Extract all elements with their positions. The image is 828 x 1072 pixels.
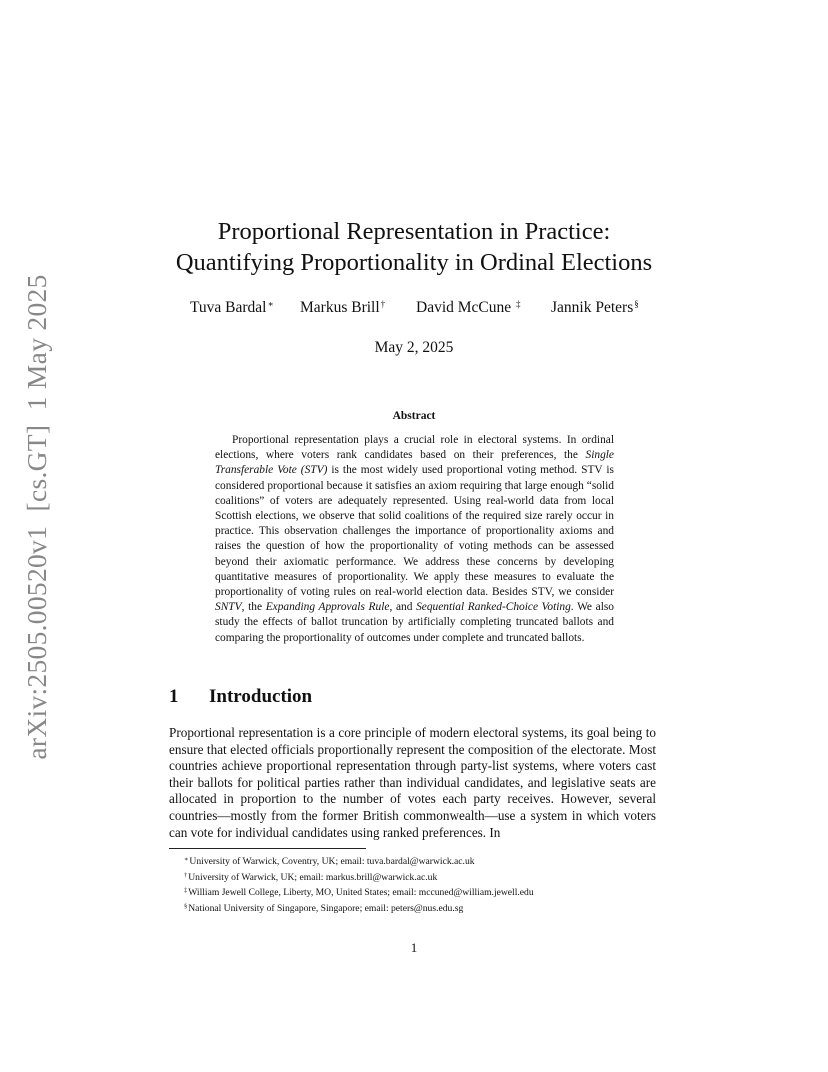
author-list (190, 299, 650, 323)
section-title: Introduction (209, 686, 313, 707)
footnotes (184, 853, 654, 915)
author-1 (190, 299, 274, 317)
abstract-text-segment: Proportional representation plays a crucial role in electoral systems. In ordinal elections, where voters rank candidates based on their preferences, the (215, 434, 614, 462)
abstract-emphasis: Single Transferable Vote (STV) (215, 449, 614, 477)
author-footnote-mark: § (634, 299, 639, 309)
section-number: 1 (169, 686, 179, 707)
author-footnote-mark: ‡ (516, 299, 521, 309)
footnote (184, 884, 654, 900)
footnote-mark: § (184, 902, 188, 910)
footnote-text: William Jewell College, Liberty, MO, United States; email: mccuned@william.jewell.edu (188, 887, 534, 898)
author-footnote-mark: ∗ (267, 299, 274, 309)
abstract-text (215, 433, 614, 646)
abstract-emphasis: Sequential Ranked-Choice Voting (416, 601, 571, 614)
footnote-text: National University of Singapore, Singapore; email: peters@nus.edu.sg (188, 902, 464, 914)
paper-date: May 2, 2025 (374, 339, 454, 356)
arxiv-identifier: arXiv:2505.00520v1 [cs.GT] 1 May 2025 (21, 274, 52, 760)
abstract-text-segment: , the (241, 601, 266, 614)
abstract-emphasis: SNTV (215, 601, 242, 614)
section-heading (169, 686, 312, 708)
footnote-mark: † (184, 871, 188, 879)
paper-title (0, 216, 828, 278)
footnote-text: University of Warwick, UK; email: markus.brill@warwick.ac.uk (188, 871, 438, 883)
page-number: 1 (410, 940, 418, 955)
abstract-text-segment: . We also study the effects of ballot truncation by artificially completing truncated ballots and comparing the proportionality of outcomes under complete and truncated ballots. (215, 601, 614, 644)
abstract-heading: Abstract (392, 410, 436, 422)
author-name: Jannik Peters (551, 299, 634, 316)
footnote-divider (169, 848, 366, 849)
author-name: Markus Brill (300, 299, 380, 316)
author-name: David McCune (416, 299, 516, 316)
abstract-text-segment: , and (389, 601, 417, 614)
title-line-2: Quantifying Proportionality in Ordinal Elections (175, 249, 653, 276)
author-3 (416, 299, 521, 317)
author-name: Tuva Bardal (190, 299, 267, 316)
footnote (184, 869, 654, 885)
footnote (184, 900, 654, 916)
footnote (184, 853, 654, 869)
footnote-mark: ‡ (184, 887, 188, 894)
author-4 (551, 299, 639, 317)
author-footnote-mark: † (380, 299, 386, 309)
abstract-emphasis: Expanding Approvals Rule (265, 601, 390, 614)
abstract-text-segment: is the most widely used proportional voting method. STV is considered proportional because it satisfies an axiom requiring that large enough “solid coalitions” of voters are adequately represented. Using real-world data from local Scottish elections, we observe that solid coalitions of the required size rarely occur in practice. This observation challenges the importance of proportionality axioms and raises the question of how the proportionality of voting methods can be assessed beyond their axiomatic performance. We address these concerns by developing quantitative measures of proportionality. We apply these measures to evaluate the proportionality of voting rules on real-world election data. Besides STV, we consider (215, 464, 614, 599)
title-line-1: Proportional Representation in Practice: (217, 218, 611, 245)
introduction-paragraph: Proportional representation is a core principle of modern electoral systems, its goal being to ensure that elected officials proportionally represent the composition of the electorate. Most countries achieve proportional representation through party-list systems, where voters cast their ballots for political parties rather than individual candidates, and legislative seats are allocated in proportion to the number of votes each party receives. However, several countries—mostly from the former British commonwealth—use a system in which voters can vote for individual candidates using ranked preferences. In (169, 725, 656, 840)
footnote-mark: ∗ (184, 856, 189, 863)
author-2 (300, 299, 385, 317)
footnote-text: University of Warwick, Coventry, UK; email: tuva.bardal@warwick.ac.uk (189, 856, 475, 867)
